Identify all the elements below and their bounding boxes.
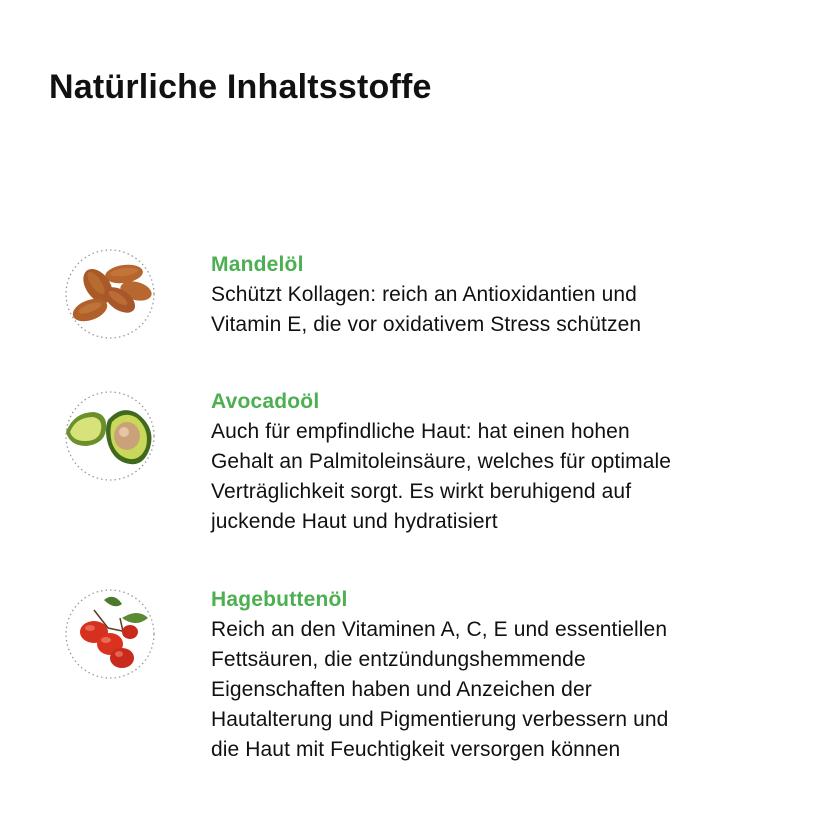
page-title: Natürliche Inhaltsstoffe [49,68,432,106]
almonds-icon [64,248,156,340]
ingredient-name: Avocadoöl [211,390,320,413]
rosehip-icon [64,588,156,680]
ingredient-description: Reich an den Vitaminen A, C, E und essentiellen Fettsäuren, die entzündungshemmende Eigenschaften haben und Anzeichen der Hautalterung und Pigmentierung verbessern und die Haut mit Feuchtigkeit versorgen können [211,618,669,761]
avocado-icon [64,390,156,482]
ingredient-description: Schützt Kollagen: reich an Antioxidantien und Vitamin E, die vor oxidativem Stress schützen [211,283,642,336]
ingredient-name: Mandelöl [211,253,304,276]
ingredient-name: Hagebuttenöl [211,588,348,611]
ingredient-description: Auch für empfindliche Haut: hat einen hohen Gehalt an Palmitoleinsäure, welches für optimale Verträglichkeit sorgt. Es wirkt beruhigend auf juckende Haut und hydratisiert [211,420,672,533]
